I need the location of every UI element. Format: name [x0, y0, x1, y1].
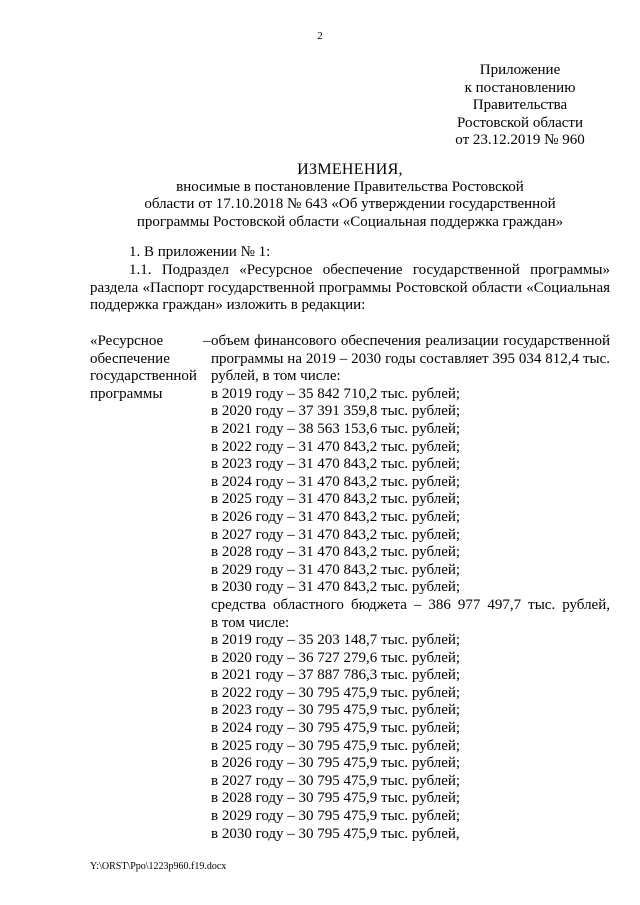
resource-content — [211, 333, 610, 843]
list-item: в 2021 году – 37 887 786,3 тыс. рублей; — [211, 667, 461, 684]
list-item: в 2025 году – 30 795 475,9 тыс. рублей; — [211, 737, 461, 754]
list-item: в 2022 году – 30 795 475,9 тыс. рублей; — [211, 684, 461, 701]
list-item: в 2029 году – 30 795 475,9 тыс. рублей; — [211, 808, 461, 825]
page-number: 2 — [317, 30, 323, 42]
list-item: в 2028 году – 31 470 843,2 тыс. рублей; — [211, 544, 461, 561]
list-item: в 2022 году – 31 470 843,2 тыс. рублей; — [211, 438, 461, 455]
resource-label: «Ресурсное обеспечение государственной программы — [90, 333, 197, 402]
list-item: в 2023 году – 31 470 843,2 тыс. рублей; — [211, 456, 461, 473]
list-item: в 2024 году – 31 470 843,2 тыс. рублей; — [211, 473, 461, 490]
appendix-line: Ростовской области — [457, 114, 583, 131]
list-item: в 2026 году – 31 470 843,2 тыс. рублей; — [211, 508, 461, 525]
paragraph-1: 1. В приложении № 1: — [129, 244, 271, 260]
regional-year-list — [211, 632, 610, 843]
list-item: в 2021 году – 38 563 153,6 тыс. рублей; — [211, 420, 461, 437]
list-item: в 2027 году – 30 795 475,9 тыс. рублей; — [211, 772, 461, 789]
appendix-header — [430, 62, 610, 150]
intro-line: программы на 2019 – 2030 годы составляет 395 034 812,4 тыс. — [211, 350, 610, 367]
heading-line: программы Ростовской области «Социальная поддержка граждан» — [136, 213, 564, 230]
heading-line: вносимые в постановление Правительства Ростовской — [176, 178, 524, 195]
list-item: в 2020 году – 37 391 359,8 тыс. рублей; — [211, 403, 461, 420]
list-item: в 2029 году – 31 470 843,2 тыс. рублей; — [211, 561, 461, 578]
appendix-line: Правительства — [472, 97, 568, 113]
list-item: в 2027 году – 31 470 843,2 тыс. рублей; — [211, 526, 461, 543]
appendix-line: Приложение — [479, 62, 561, 78]
list-item: в 2030 году – 30 795 475,9 тыс. рублей, — [211, 825, 460, 842]
list-item: в 2019 году – 35 203 148,7 тыс. рублей; — [211, 632, 461, 649]
paragraph-1-1: 1.1. Подраздел «Ресурсное обеспечение государственной программы» раздела «Паспорт государственной программы Ростовской области «Социальная поддержка граждан» изложить в редакции: — [90, 262, 610, 314]
intro-line: объем финансового обеспечения реализации государственной — [211, 333, 610, 349]
heading-title: ИЗМЕНЕНИЯ, — [297, 161, 403, 178]
intro-line: рублей, в том числе: — [211, 368, 341, 385]
list-item: в 2023 году – 30 795 475,9 тыс. рублей; — [211, 702, 461, 719]
list-item: в 2024 году – 30 795 475,9 тыс. рублей; — [211, 720, 461, 737]
list-item: в 2030 году – 31 470 843,2 тыс. рублей; — [211, 579, 461, 596]
list-item: в 2025 году – 31 470 843,2 тыс. рублей; — [211, 491, 461, 508]
regional-budget-line: в том числе: — [211, 614, 290, 631]
list-item: в 2020 году – 36 727 279,6 тыс. рублей; — [211, 649, 461, 666]
regional-budget-line: средства областного бюджета – 386 977 497,7 тыс. рублей, — [211, 596, 610, 613]
list-item: в 2028 году – 30 795 475,9 тыс. рублей; — [211, 790, 461, 807]
document-heading — [60, 161, 640, 231]
list-item: в 2019 году – 35 842 710,2 тыс. рублей; — [211, 385, 461, 402]
appendix-line: от 23.12.2019 № 960 — [455, 132, 585, 148]
appendix-line: к постановлению — [464, 79, 576, 96]
file-path-footer: Y:\ORST\Ppo\1223p960.f19.docx — [90, 861, 227, 872]
list-item: в 2026 году – 30 795 475,9 тыс. рублей; — [211, 755, 461, 772]
heading-line: области от 17.10.2018 № 643 «Об утверждении государственной — [144, 196, 556, 212]
resource-dash: – — [203, 333, 211, 349]
total-year-list — [211, 386, 610, 597]
